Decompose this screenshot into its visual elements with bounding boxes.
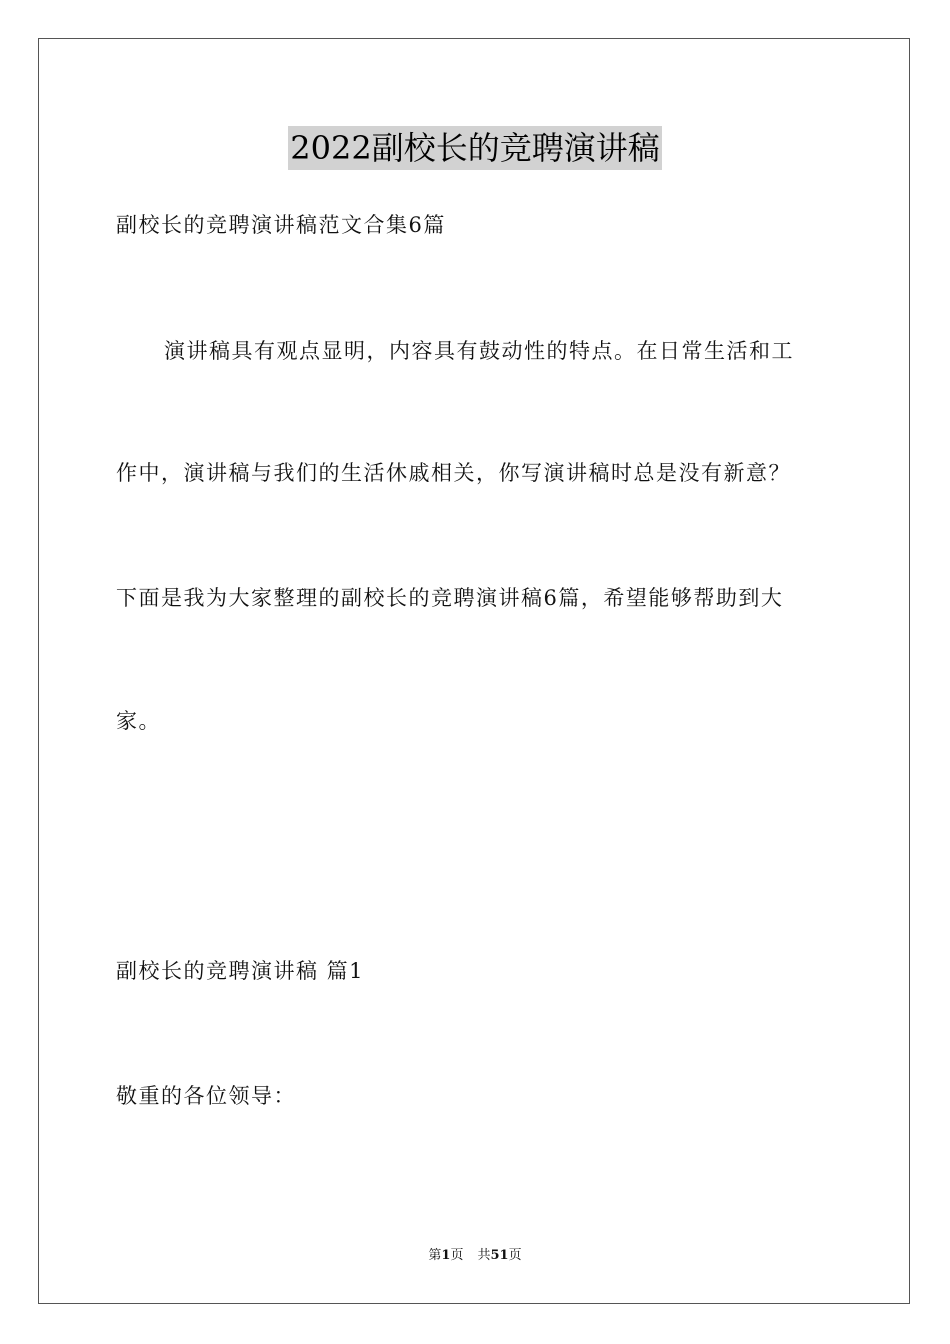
greeting-line: 敬重的各位领导：: [116, 1084, 296, 1108]
intro-line-4: 家。: [116, 709, 161, 733]
footer-page-number: 1: [441, 1248, 451, 1263]
intro-line-1: 演讲稿具有观点显明，内容具有鼓动性的特点。在日常生活和工: [164, 339, 794, 363]
footer-page-suffix: 页: [450, 1248, 464, 1263]
footer-total-prefix: 共: [477, 1248, 491, 1263]
intro-line-3: 下面是我为大家整理的副校长的竞聘演讲稿6篇，希望能够帮助到大: [116, 586, 784, 610]
document-title: [0, 126, 950, 170]
page-footer: [0, 1247, 950, 1265]
footer-total-suffix: 页: [508, 1248, 522, 1263]
intro-line-2: 作中，演讲稿与我们的生活休戚相关，你写演讲稿时总是没有新意？: [116, 461, 791, 485]
document-subtitle: 副校长的竞聘演讲稿范文合集6篇: [116, 213, 446, 237]
footer-page-prefix: 第: [428, 1248, 442, 1263]
document-title-text: 2022副校长的竞聘演讲稿: [288, 126, 661, 170]
footer-total-pages: 51: [490, 1248, 509, 1263]
section-heading: 副校长的竞聘演讲稿 篇1: [116, 959, 365, 983]
